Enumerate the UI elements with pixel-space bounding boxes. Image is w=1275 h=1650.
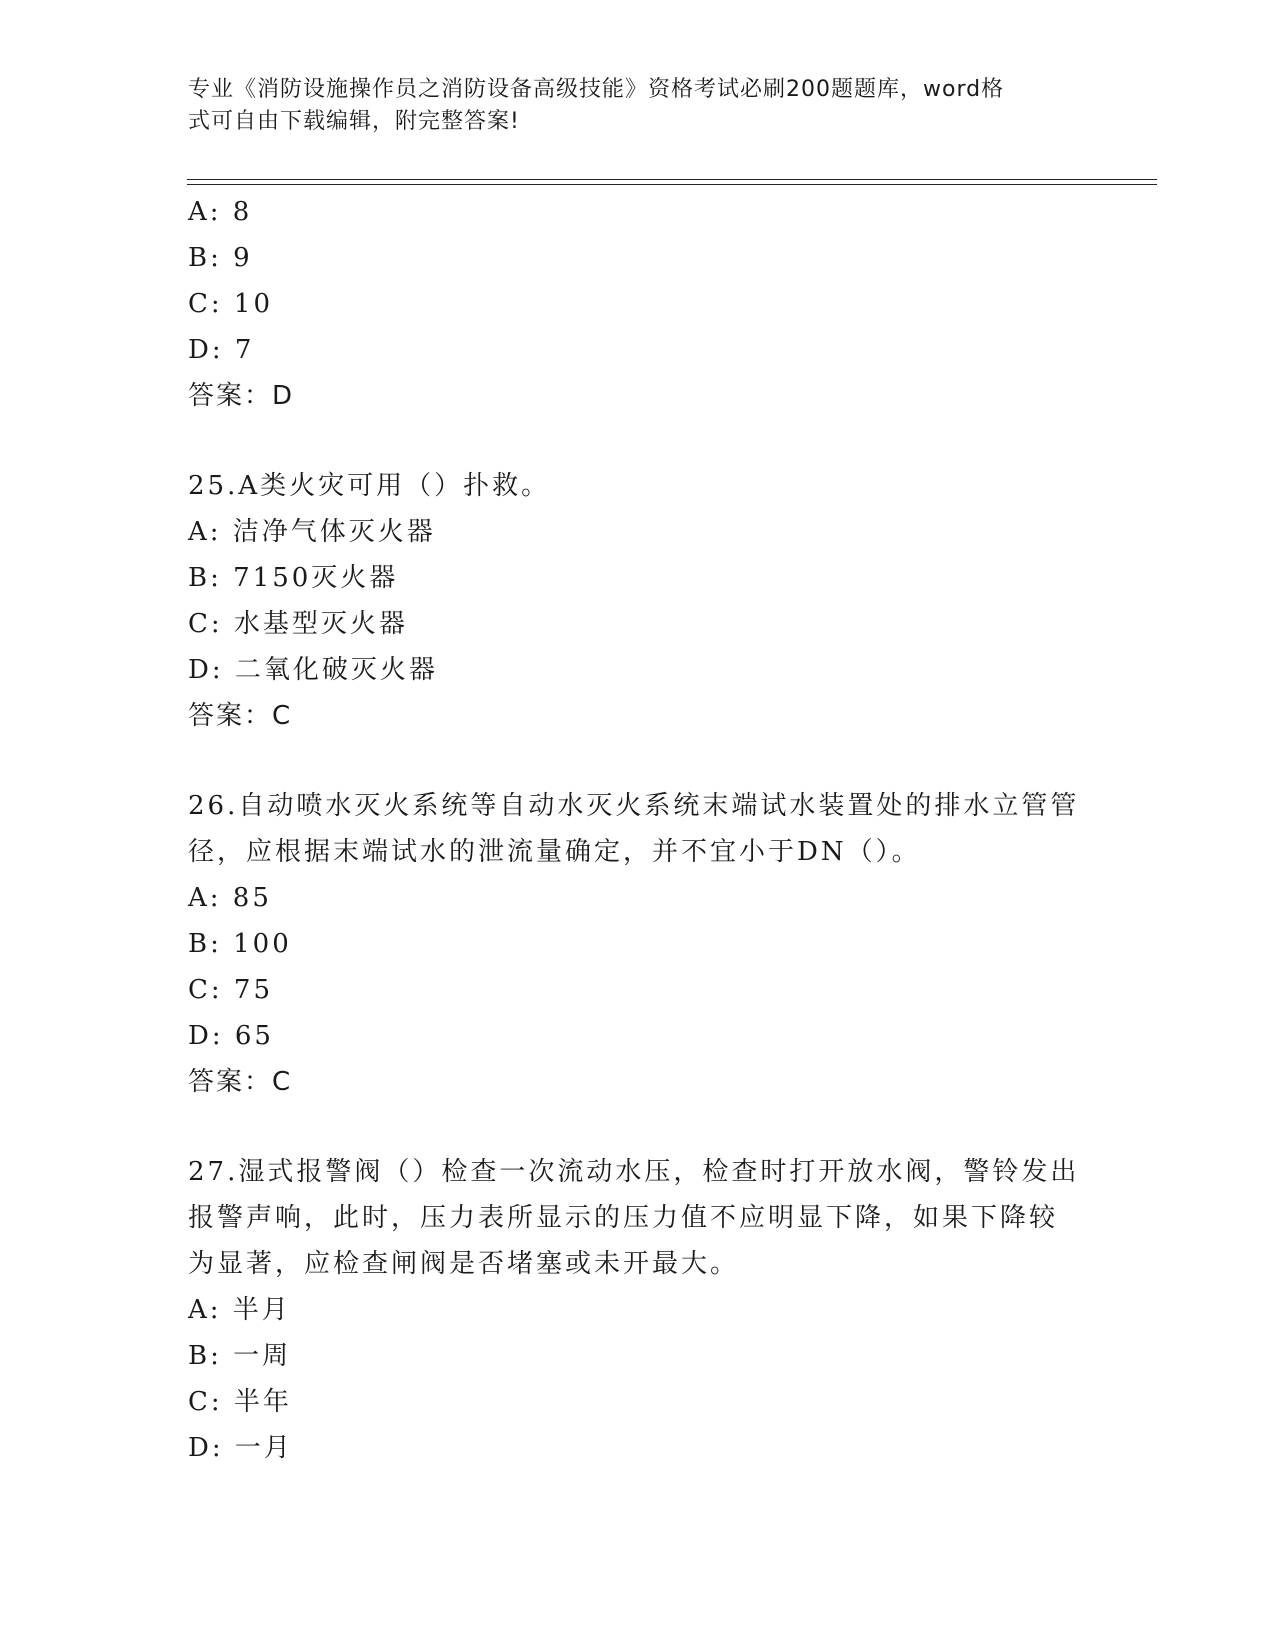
option-b: B: 9	[188, 243, 253, 273]
option-c: C: 75	[188, 975, 274, 1005]
question-stem-line-1: 26.自动喷水灭火系统等自动水灭火系统末端试水装置处的排水立管管	[188, 791, 1080, 821]
option-b: B: 100	[188, 929, 292, 959]
question-27	[188, 1149, 1088, 1471]
question-stem: 25.A类火灾可用（）扑救。	[188, 471, 551, 501]
option-c: C: 半年	[188, 1387, 292, 1417]
answer-line: 答案：C	[188, 701, 293, 731]
option-a: A: 8	[188, 197, 253, 227]
question-stem-line-2: 报警声响，此时，压力表所显示的压力值不应明显下降，如果下降较	[188, 1203, 1059, 1233]
header-rule-top	[187, 179, 1157, 180]
question-26	[188, 783, 1088, 1105]
option-c: C: 水基型灭火器	[188, 609, 408, 639]
question-stem-line-1: 27.湿式报警阀（）检查一次流动水压，检查时打开放水阀，警铃发出	[188, 1157, 1080, 1187]
question-stem-line-3: 为显著，应检查闸阀是否堵塞或未开最大。	[188, 1249, 740, 1279]
option-c: C: 10	[188, 289, 274, 319]
answer-line: 答案：C	[188, 1067, 293, 1097]
header-line-1: 专业《消防设施操作员之消防设备高级技能》资格考试必刷200题题库，word格	[188, 77, 1005, 102]
answer-line: 答案：D	[188, 381, 295, 411]
option-a: A: 洁净气体灭火器	[188, 517, 436, 547]
header-line-2: 式可自由下载编辑，附完整答案!	[188, 109, 520, 134]
option-b: B: 7150灭火器	[188, 563, 399, 593]
option-d: D: 7	[188, 335, 255, 365]
option-a: A: 半月	[188, 1295, 291, 1325]
header-rule-bottom	[187, 184, 1157, 185]
option-d: D: 65	[188, 1021, 274, 1051]
question-24-fragment	[188, 189, 1088, 419]
question-stem-line-2: 径，应根据末端试水的泄流量确定，并不宜小于DN（）。	[188, 837, 921, 867]
document-header	[188, 74, 1088, 138]
question-list	[188, 189, 1088, 1471]
option-d: D: 二氧化破灭火器	[188, 655, 438, 685]
option-a: A: 85	[188, 883, 272, 913]
question-25	[188, 463, 1088, 739]
option-d: D: 一月	[188, 1433, 293, 1463]
option-b: B: 一周	[188, 1341, 292, 1371]
